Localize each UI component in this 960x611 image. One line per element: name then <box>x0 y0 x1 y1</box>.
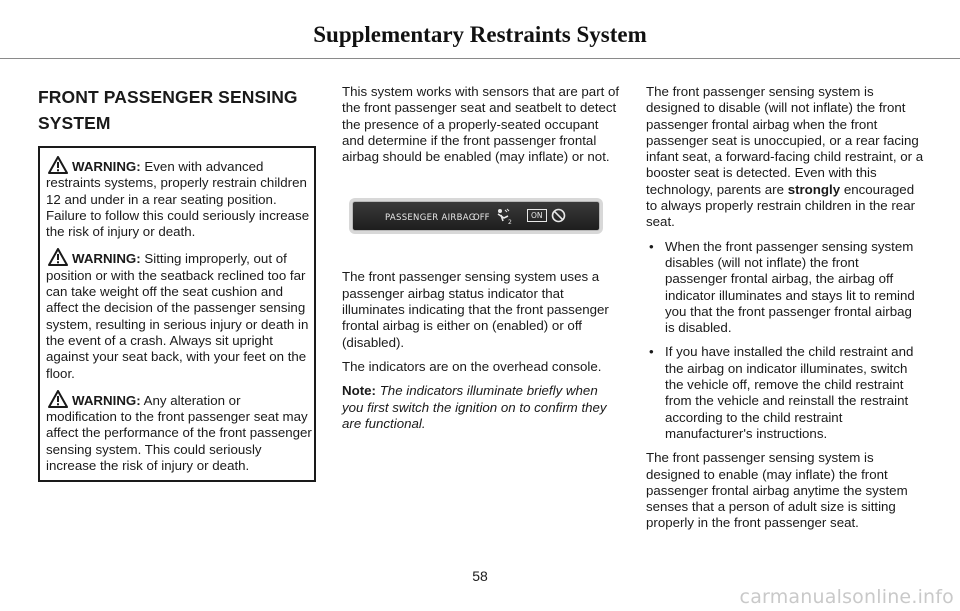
indicator-on-label: ON <box>527 209 547 222</box>
warning-text: Any alteration or modification to the front passenger seat may affect the performance of the front passenger sensing system. This could seriously increase the risk of injury or death. <box>46 392 312 474</box>
warning-label: WARNING: <box>72 251 141 267</box>
indicator-paragraph: The front passenger sensing system uses a passenger airbag status indicator that illuminates indicating that the front passenger frontal airbag is either on (enabled) or off (disabled). <box>342 269 609 350</box>
warning-label: WARNING: <box>72 392 141 408</box>
indicator-label: PASSENGER AIRBAG <box>385 213 476 224</box>
note-text: The indicators illuminate briefly when you first switch the ignition on to confirm they are functional. <box>342 383 607 431</box>
title-divider <box>0 58 960 59</box>
warning-2 <box>46 248 312 381</box>
list-item: • When the front passenger sensing system disables (will not inflate) the front passenger frontal airbag, the airbag off indicator illuminates and stays lit to remind you that the front passenger frontal airbag is disabled. <box>646 239 924 337</box>
disable-text-end: encouraged to always properly restrain children in the rear seat. <box>646 181 916 230</box>
warning-text: Even with advanced restraints systems, properly restrain children 12 and under in a rear seating position. Failure to follow this could seriously increase the risk of injury or death. <box>46 159 310 240</box>
child-seat-icon <box>495 207 513 225</box>
svg-text:2: 2 <box>508 219 512 226</box>
intro-paragraph: This system works with sensors that are part of the front passenger seat and seatbelt to detect the presence of a properly-seated occupant and determine if the front passenger frontal airbag should be enabled (may inflate) or not. <box>342 84 620 165</box>
section-heading: FRONT PASSENGER SENSING SYSTEM <box>38 87 298 133</box>
passenger-airbag-indicator <box>352 201 600 231</box>
warning-3 <box>46 390 312 474</box>
warning-triangle-icon <box>48 390 68 408</box>
warning-1 <box>46 156 312 240</box>
left-column <box>38 84 316 148</box>
watermark: carmanualsonline.info <box>739 586 954 608</box>
list-item: • If you have installed the child restraint and the airbag on indicator illuminates, switch the vehicle off, remove the child restraint from the vehicle and reinstall the restraint according to the child restraint manufacturer's instructions. <box>646 344 924 442</box>
bullet-list <box>646 239 924 443</box>
enable-paragraph: The front passenger sensing system is designed to enable (may inflate) the front passenger frontal airbag anytime the system senses that a person of adult size is sitting properly in the front passenger seat. <box>646 450 908 531</box>
console-paragraph: The indicators are on the overhead console. <box>342 358 602 374</box>
middle-column <box>342 84 620 440</box>
indicator-off-label: OFF <box>473 213 490 224</box>
prohibited-icon <box>551 208 566 223</box>
emphasis-strongly: strongly <box>787 181 841 197</box>
warning-box <box>38 146 316 482</box>
warning-text: Sitting improperly, out of position or with the seatback reclined too far can take weight off the seat cushion and affect the decision of the passenger sensing system, resulting in serious injury or death in the event of a crash. Always sit upright against your seat back, with your feet on the floor. <box>46 251 309 381</box>
warning-triangle-icon <box>48 248 68 266</box>
right-column <box>646 84 924 540</box>
warning-triangle-icon <box>48 156 68 174</box>
note-label: Note: <box>342 383 376 399</box>
warning-label: WARNING: <box>72 159 141 174</box>
note-paragraph <box>342 383 620 432</box>
page-number: 58 <box>472 568 488 584</box>
disable-paragraph <box>646 84 924 231</box>
page-title: Supplementary Restraints System <box>313 22 647 47</box>
disable-text-start: The front passenger sensing system is designed to disable (will not inflate) the front passenger frontal airbag when the front passenger seat is unoccupied, or a rear facing infant seat, a forward-facing child restraint, or a booster seat is detected. Even with this technology, parents are <box>646 84 924 197</box>
